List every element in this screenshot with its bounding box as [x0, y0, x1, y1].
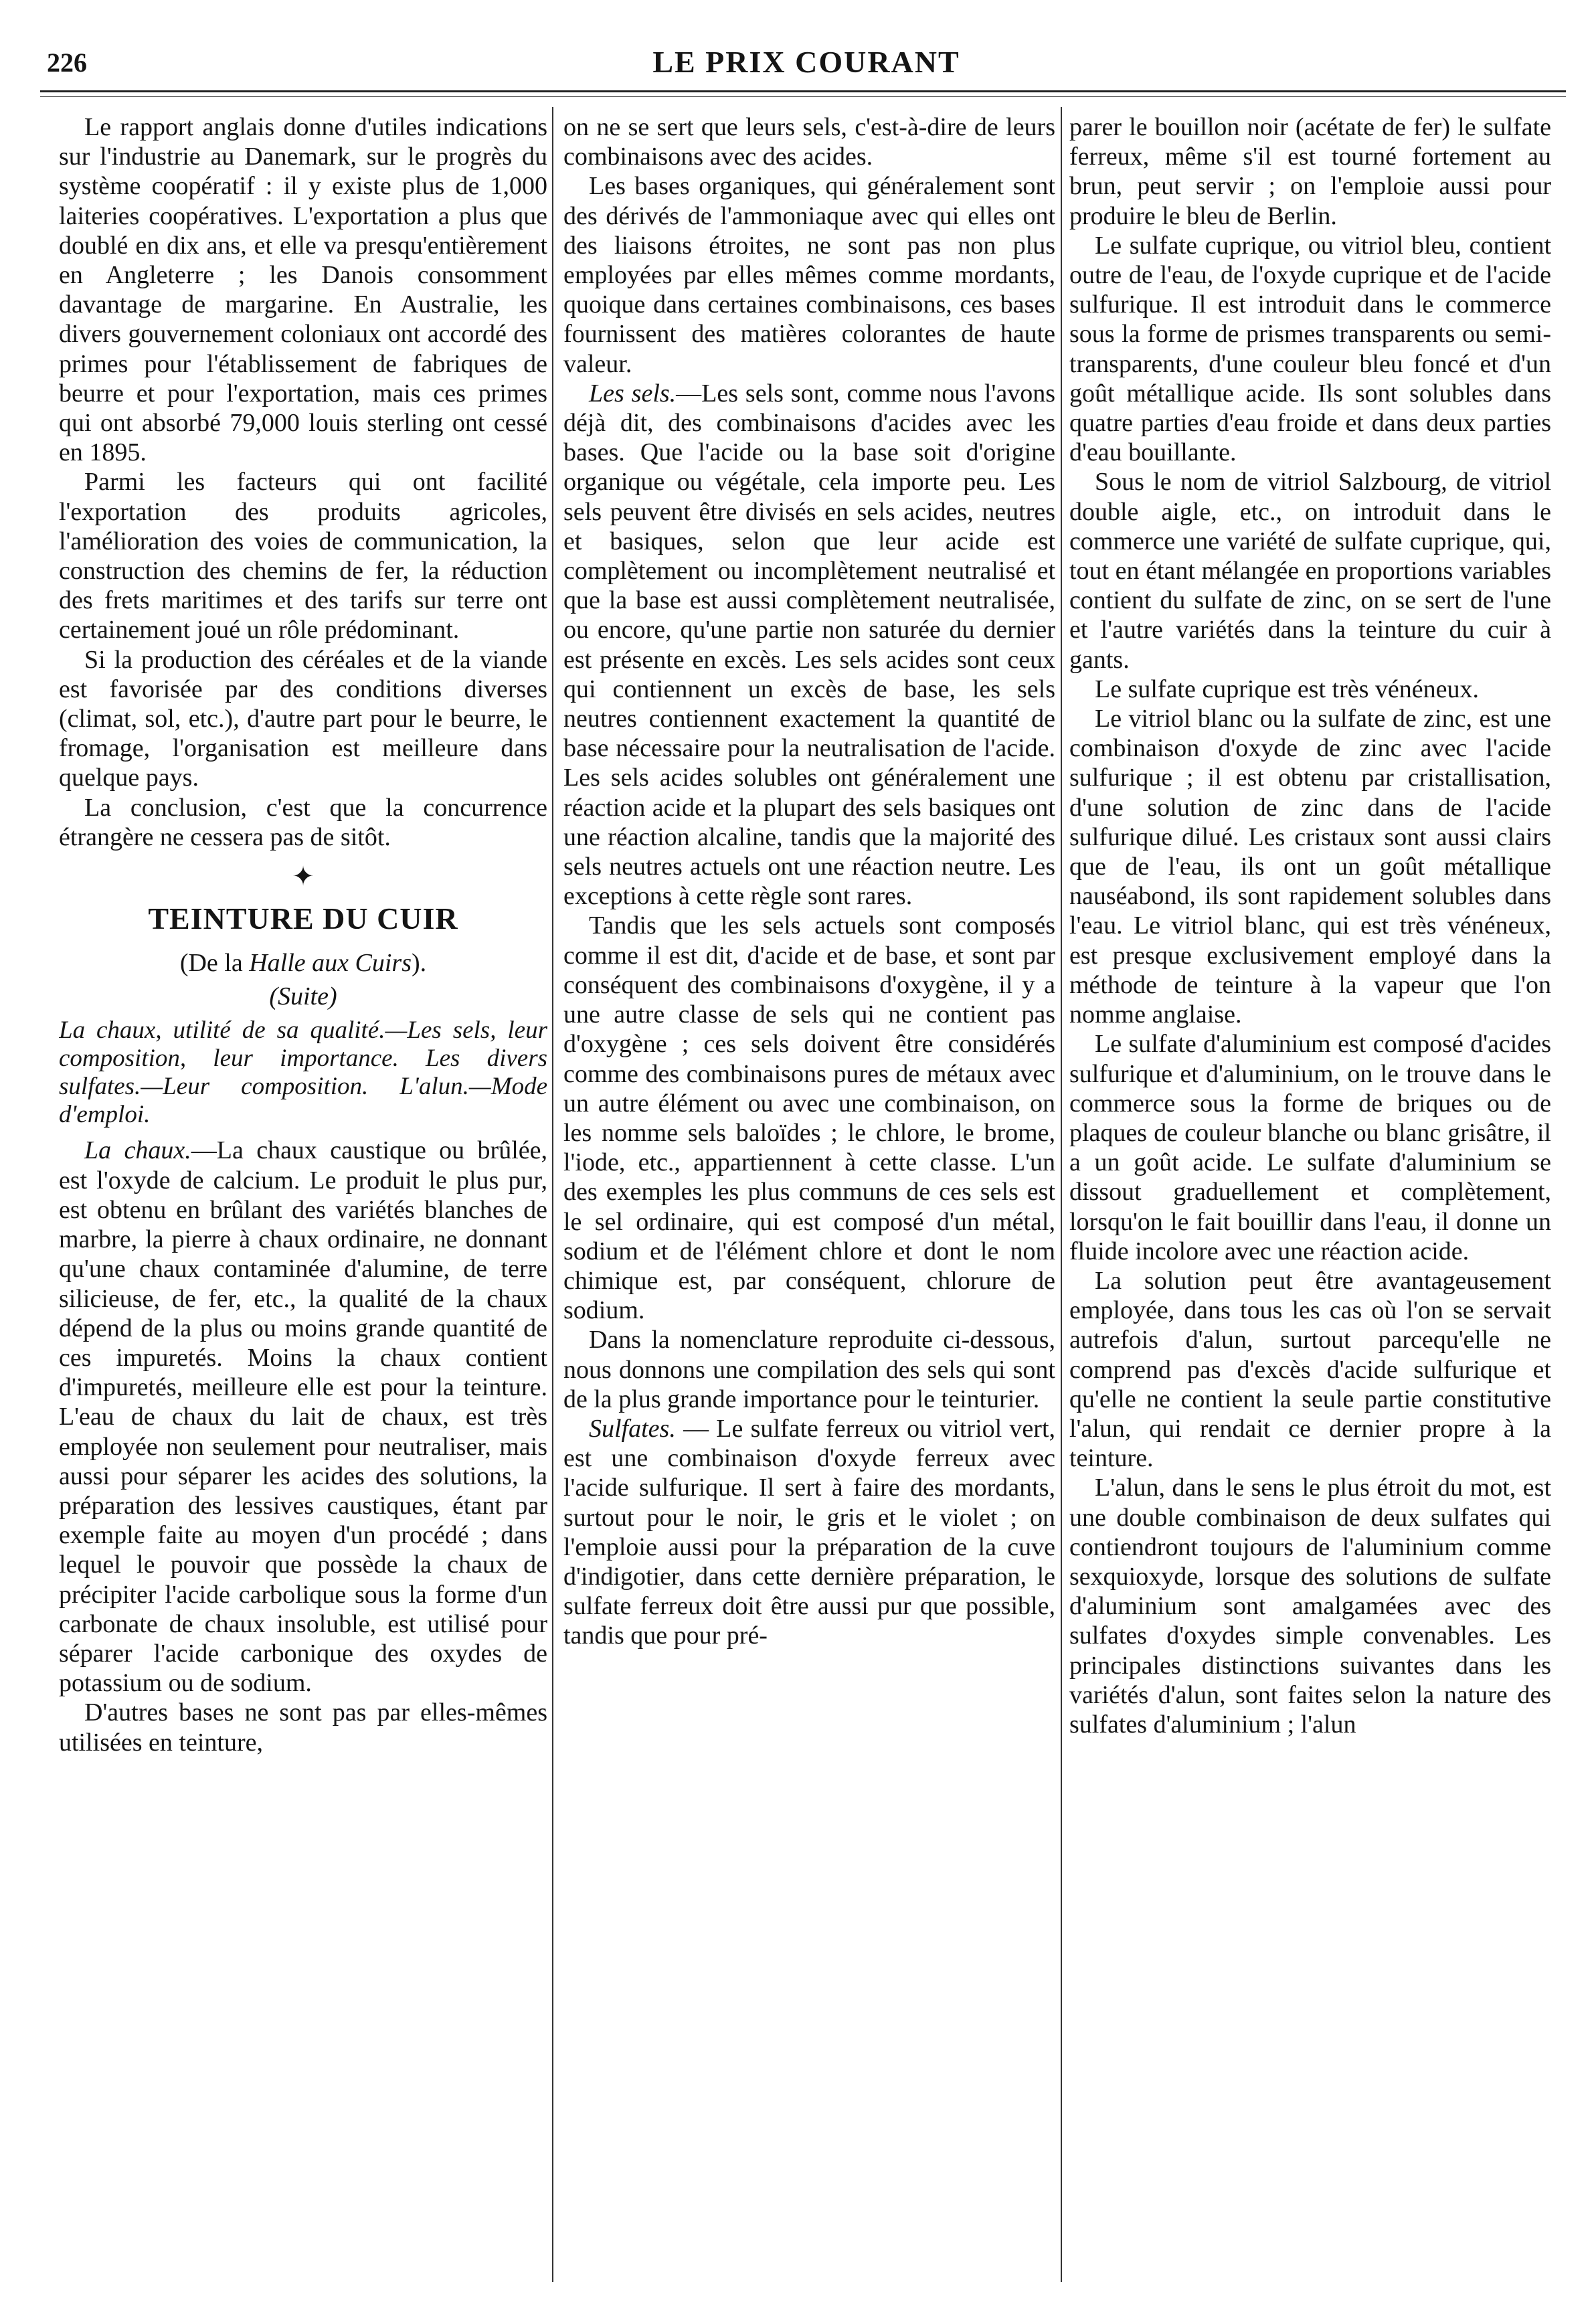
paragraph-text: Dans la nomenclature reproduite ci-dessous, nous donnons une compilation des sels qui sont de la plus grande importance pour le teinturier. [563, 1326, 1055, 1413]
body-paragraph [1069, 1473, 1551, 1739]
paragraph-text: parer le bouillon noir (acétate de fer) le sulfate ferreux, même s'il est tourné fortement au brun, peut servir ; on l'emploie aussi pour produire le bleu de Berlin. [1069, 113, 1551, 230]
body-paragraph [1069, 1266, 1551, 1473]
body-paragraph [563, 911, 1055, 1325]
continued-text: (Suite) [269, 982, 337, 1011]
body-paragraph [1069, 704, 1551, 1029]
paragraph-lead: La chaux. [84, 1136, 191, 1165]
column-2 [563, 112, 1055, 2281]
paragraph-lead: Les sels. [589, 379, 677, 408]
paragraph-lead: Sulfates. [589, 1414, 676, 1443]
article1-paragraph: Si la production des céréales et de la viande est favorisée par des conditions diverses (climat, sol, etc.), d'autre part pour le beurre, le fromage, l'organisation est meilleure dans quelque pays. [59, 645, 547, 792]
header-rule [40, 90, 1566, 92]
paragraph-text: La solution peut être avantageusement employée, dans tous les cas où l'on se servait autrefois d'alun, surtout parcequ'elle ne comprend pas d'excès d'acide sulfurique et qu'elle ne contient la seule partie constitutive l'alun, qui rendait ce dernier propre à la teinture. [1069, 1266, 1551, 1473]
body-paragraph [563, 112, 1055, 171]
ornament-separator: ✦ [292, 861, 315, 892]
body-paragraph [1069, 675, 1551, 704]
article-title: TEINTURE DU CUIR [148, 901, 458, 936]
source-name: Halle aux Cuirs [249, 949, 412, 978]
paragraph-text: —La chaux caustique ou brûlée, est l'oxyde de calcium. Le produit le plus pur, est obtenu en brûlant des variétés blanches de marbre, la pierre à chaux ordinaire, ne donnant qu'une chaux contaminée d'alumine, de terre silicieuse, de fer, etc., la qualité de la chaux dépend de la plus ou moins grande quantité de ces impuretés. Moins la chaux contient d'impuretés, meilleure elle est pour la teinture. L'eau de chaux du lait de chaux, est très employée non seulement pour neutraliser, mais aussi pour séparer les acides des solutions, la préparation des lessives caustiques, étant par exemple faite au moyen d'un procédé ; dans lequel le pouvoir que possède la chaux de précipiter l'acide carbolique sous la forme d'un carbonate de chaux insoluble, est utilisé pour séparer l'acide carbonique des oxydes de potassium ou de sodium. [59, 1136, 547, 1698]
body-paragraph [1069, 467, 1551, 674]
paragraph-text: —Les sels sont, comme nous l'avons déjà dit, des combinaisons d'acides avec les bases. Que l'acide ou la base soit d'origine organique ou végétale, cela importe peu. Les sels peuvent être divisés en sels acides, neutres et basiques, selon que leur acide est complètement ou incomplètement neutralisé et que la base est aussi complètement neutralisée, ou encore, qu'une partie non saturée du dernier est présente en excès. Les sels acides sont ceux qui contiennent un excès de base, les sels neutres contiennent exactement la quantité de base nécessaire pour la neutralisation de l'acide. Les sels acides solubles ont généralement une réaction acide et la plupart des sels basiques ont une réaction alcaline, tandis que la majorité des sels neutres actuels ont une réaction neutre. Les exceptions à cette règle sont rares. [563, 379, 1055, 911]
article1-paragraph: Le rapport anglais donne d'utiles indications sur l'industrie au Danemark, sur le progrès du système coopératif : il y existe plus de 1,000 laiteries coopératives. L'exportation a plus que doublé en dix ans, et elle va presqu'entièrement en Angleterre ; les Danois consomment davantage de margarine. En Australie, les divers gouvernement coloniaux ont accordé des primes pour l'établissement de fabriques de beurre et pour l'exportation, mais ces primes qui ont absorbé 79,000 louis sterling ont cessé en 1895. [59, 113, 547, 467]
article1-paragraph: La conclusion, c'est que la concurrence étrangère ne cessera pas de sitôt. [59, 793, 547, 851]
article-source [59, 948, 547, 978]
paragraph-text: L'alun, dans le sens le plus étroit du mot, est une double combinaison de deux sulfates qui contiendront toujours de l'aluminium comme sexquioxyde, lorsque des solutions de sulfate d'aluminium sont amalgamées avec des sulfates d'oxydes simple convenables. Les principales distinctions suivantes dans les variétés d'alun, sont faites selon la nature des sulfates d'aluminium ; l'alun [1069, 1474, 1551, 1739]
body-paragraph [563, 1414, 1055, 1651]
page-number: 226 [47, 48, 87, 78]
body-paragraph [59, 1136, 547, 1698]
source-prefix: (De la [179, 949, 250, 978]
body-paragraph [563, 379, 1055, 911]
paragraph-text: — Le sulfate ferreux ou vitriol vert, est une combinaison d'oxyde ferreux avec l'acide sulfurique. Il sert à faire des mordants, surtout pour le noir, le gris et le violet ; on l'emploie aussi pour la préparation de la cuve d'indigotier, dans cette dernière préparation, le sulfate ferreux doit être aussi pur que possible, tandis que pour pré- [563, 1414, 1055, 1650]
column-1 [59, 112, 547, 2281]
continued-label [59, 982, 547, 1011]
body-paragraph [563, 1325, 1055, 1414]
column-rule-1 [552, 107, 553, 2282]
body-paragraph [1069, 112, 1551, 231]
page-header [47, 39, 1566, 86]
column-3 [1069, 112, 1551, 2281]
header-rule-thin [40, 96, 1566, 97]
body-paragraph [1069, 1029, 1551, 1266]
article-summary: La chaux, utilité de sa qualité.—Les sels, leur composition, leur importance. Les divers sulfates.—Leur composition. L'alun.—Mode d'emploi. [59, 1017, 547, 1129]
source-suffix: ). [412, 949, 427, 978]
article1-paragraph: Parmi les facteurs qui ont facilité l'exportation des produits agricoles, l'amélioration des voies de communication, la construction des chemins de fer, la réduction des frets maritimes et des tarifs sur terre ont certainement joué un rôle prédominant. [59, 468, 547, 644]
paragraph-text: Le sulfate d'aluminium est composé d'acides sulfurique et d'aluminium, on le trouve dans le commerce sous la forme de briques ou de plaques de couleur blanche ou blanc grisâtre, il a un goût acide. Le sulfate d'aluminium se dissout graduellement et complètement, lorsqu'on le fait bouillir dans l'eau, il donne un fluide incolore avec une réaction acide. [1069, 1030, 1551, 1265]
paragraph-text: Le vitriol blanc ou la sulfate de zinc, est une combinaison d'oxyde de zinc avec l'acide sulfurique ; il est obtenu par cristallisation, d'une solution de zinc dans de l'acide sulfurique dilué. Les cristaux sont aussi clairs que de l'eau, ils ont un goût métallique nauséabond, ils sont rapidement solubles dans l'eau. Le vitriol blanc, qui est très vénéneux, est presque exclusivement employé dans la méthode de teinture à la vapeur que l'on nomme anglaise. [1069, 705, 1551, 1029]
paragraph-text: Sous le nom de vitriol Salzbourg, de vitriol double aigle, etc., on introduit dans le commerce une variété de sulfate cuprique, qui, tout en étant mélangée en proportions variables contient du sulfate de zinc, on se sert de l'une et l'autre variétés dans la teinture du cuir à gants. [1069, 468, 1551, 674]
paragraph-text: Le sulfate cuprique, ou vitriol bleu, contient outre de l'eau, de l'oxyde cuprique et de l'acide sulfurique. Il est introduit dans le commerce sous la forme de prismes transparents ou semi-transparents, d'une couleur bleu foncé et d'un goût métallique acide. Ils sont solubles dans quatre parties d'eau froide et dans deux parties d'eau bouillante. [1069, 231, 1551, 467]
paragraph-text: Tandis que les sels actuels sont composés comme il est dit, d'acide et de base, et sont par conséquent des combinaisons d'oxygène, il y a une autre classe de sels qui ne contient pas d'oxygène ; ces sels doivent être considérés comme des combinaisons pures de métaux avec un autre élément ou avec une combinaison, on les nomme sels baloïdes ; le chlore, le brome, l'iode, etc., appartiennent à cette classe. L'un des exemples les plus communs de ces sels est le sel ordinaire, qui est composé d'un métal, sodium et de l'élément chlore et dont le nom chimique est, par conséquent, chlorure de sodium. [563, 911, 1055, 1325]
paragraph-text: on ne se sert que leurs sels, c'est-à-dire de leurs combinaisons avec des acides. [563, 113, 1055, 171]
body-paragraph [1069, 231, 1551, 468]
paragraph-text: D'autres bases ne sont pas par elles-mêmes utilisées en teinture, [59, 1698, 547, 1757]
paragraph-text: Les bases organiques, qui généralement sont des dérivés de l'ammoniaque avec qui elles ont des liaisons étroites, ne sont pas non plus employées par elles mêmes comme mordants, quoique dans certaines combinaisons, ces bases fournissent des matières colorantes de haute valeur. [563, 172, 1055, 378]
body-paragraph [563, 171, 1055, 378]
paragraph-text: Le sulfate cuprique est très vénéneux. [1095, 675, 1479, 703]
body-paragraph [59, 1698, 547, 1757]
column-rule-2 [1061, 107, 1062, 2282]
running-title: LE PRIX COURANT [652, 45, 960, 79]
